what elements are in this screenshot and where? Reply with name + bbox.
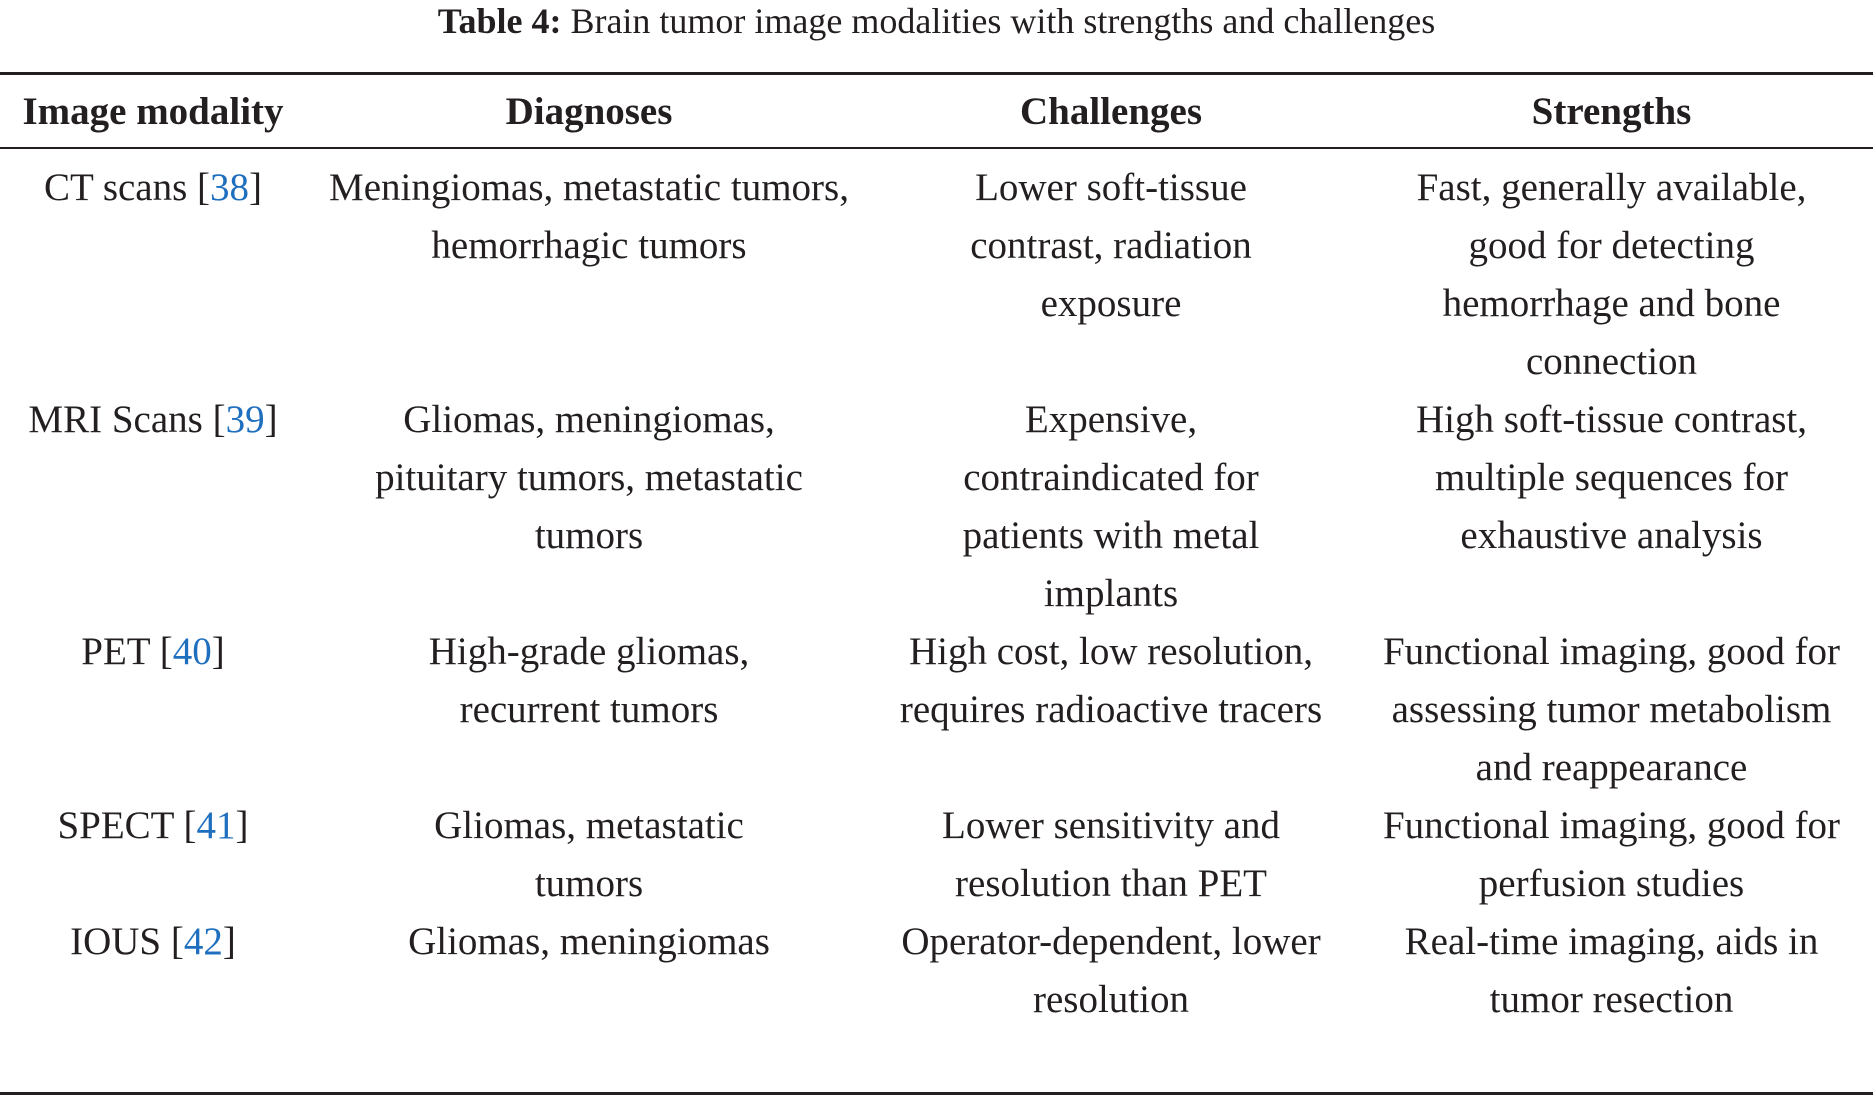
- modality-cell: MRI Scans [39]: [28, 398, 278, 441]
- challenges-cell: [872, 147, 1350, 391]
- diagnoses-text: Meningiomas, metastatic tumors, hemorrhagic tumors: [329, 166, 849, 267]
- strengths-cell: [1350, 797, 1873, 913]
- strengths-cell: [1350, 147, 1873, 391]
- table-row: [0, 623, 1873, 797]
- modality-name: CT scans: [43, 166, 188, 209]
- modality-name: SPECT: [57, 804, 174, 847]
- strengths-cell: [1350, 623, 1873, 797]
- modality-cell: IOUS [42]: [70, 920, 236, 963]
- reference-link[interactable]: 39: [225, 398, 265, 441]
- modality-name: IOUS: [70, 920, 162, 963]
- challenges-cell: [872, 913, 1350, 1029]
- challenges-text: High cost, low resolution, requires radioactive tracers: [899, 630, 1323, 731]
- table-row: [0, 913, 1873, 1029]
- header-challenges: Challenges: [1019, 89, 1202, 133]
- header-image-modality: Image modality: [22, 89, 284, 133]
- strengths-text: Fast, generally available, good for detecting hemorrhage and bone connection: [1416, 166, 1807, 383]
- modality-name: PET: [81, 630, 150, 673]
- strengths-text: Functional imaging, good for assessing tumor metabolism and reappearance: [1382, 630, 1841, 789]
- table-row: [0, 391, 1873, 623]
- challenges-cell: [872, 623, 1350, 797]
- bottom-rule: [0, 1092, 1873, 1095]
- reference-link[interactable]: 41: [196, 804, 236, 847]
- diagnoses-cell: [306, 913, 872, 1029]
- diagnoses-cell: [306, 391, 872, 623]
- diagnoses-text: Gliomas, meningiomas, pituitary tumors, metastatic tumors: [375, 398, 803, 557]
- caption-text: Brain tumor image modalities with strengths and challenges: [570, 1, 1436, 41]
- challenges-cell: [872, 797, 1350, 913]
- challenges-text: Expensive, contraindicated for patients with metal implants: [962, 398, 1260, 615]
- strengths-text: Real-time imaging, aids in tumor resection: [1404, 920, 1819, 1021]
- diagnoses-cell: [306, 147, 872, 391]
- diagnoses-text: High-grade gliomas, recurrent tumors: [428, 630, 750, 731]
- strengths-cell: [1350, 913, 1873, 1029]
- diagnoses-text: Gliomas, metastatic tumors: [434, 804, 744, 905]
- caption-label: Table 4:: [437, 1, 562, 41]
- table-row: [0, 797, 1873, 913]
- diagnoses-cell: [306, 623, 872, 797]
- reference-link[interactable]: 42: [183, 920, 223, 963]
- table-row: [0, 147, 1873, 391]
- diagnoses-text: Gliomas, meningiomas: [408, 920, 770, 963]
- header-strengths: Strengths: [1531, 89, 1692, 133]
- strengths-text: Functional imaging, good for perfusion studies: [1382, 804, 1841, 905]
- header-diagnoses: Diagnoses: [505, 89, 673, 133]
- modality-cell: SPECT [41]: [57, 804, 249, 847]
- challenges-text: Operator-dependent, lower resolution: [901, 920, 1321, 1021]
- diagnoses-cell: [306, 797, 872, 913]
- table-caption: [0, 0, 1873, 48]
- challenges-cell: [872, 391, 1350, 623]
- modality-cell: PET [40]: [81, 630, 225, 673]
- reference-link[interactable]: 38: [210, 166, 250, 209]
- reference-link[interactable]: 40: [172, 630, 212, 673]
- challenges-text: Lower sensitivity and resolution than PET: [942, 804, 1280, 905]
- modalities-table: [0, 75, 1873, 1029]
- modality-name: MRI Scans: [28, 398, 203, 441]
- header-row: [0, 75, 1873, 147]
- strengths-text: High soft-tissue contrast, multiple sequences for exhaustive analysis: [1415, 398, 1808, 557]
- strengths-cell: [1350, 391, 1873, 623]
- challenges-text: Lower soft-tissue contrast, radiation exposure: [970, 166, 1252, 325]
- modality-cell: CT scans [38]: [43, 166, 263, 209]
